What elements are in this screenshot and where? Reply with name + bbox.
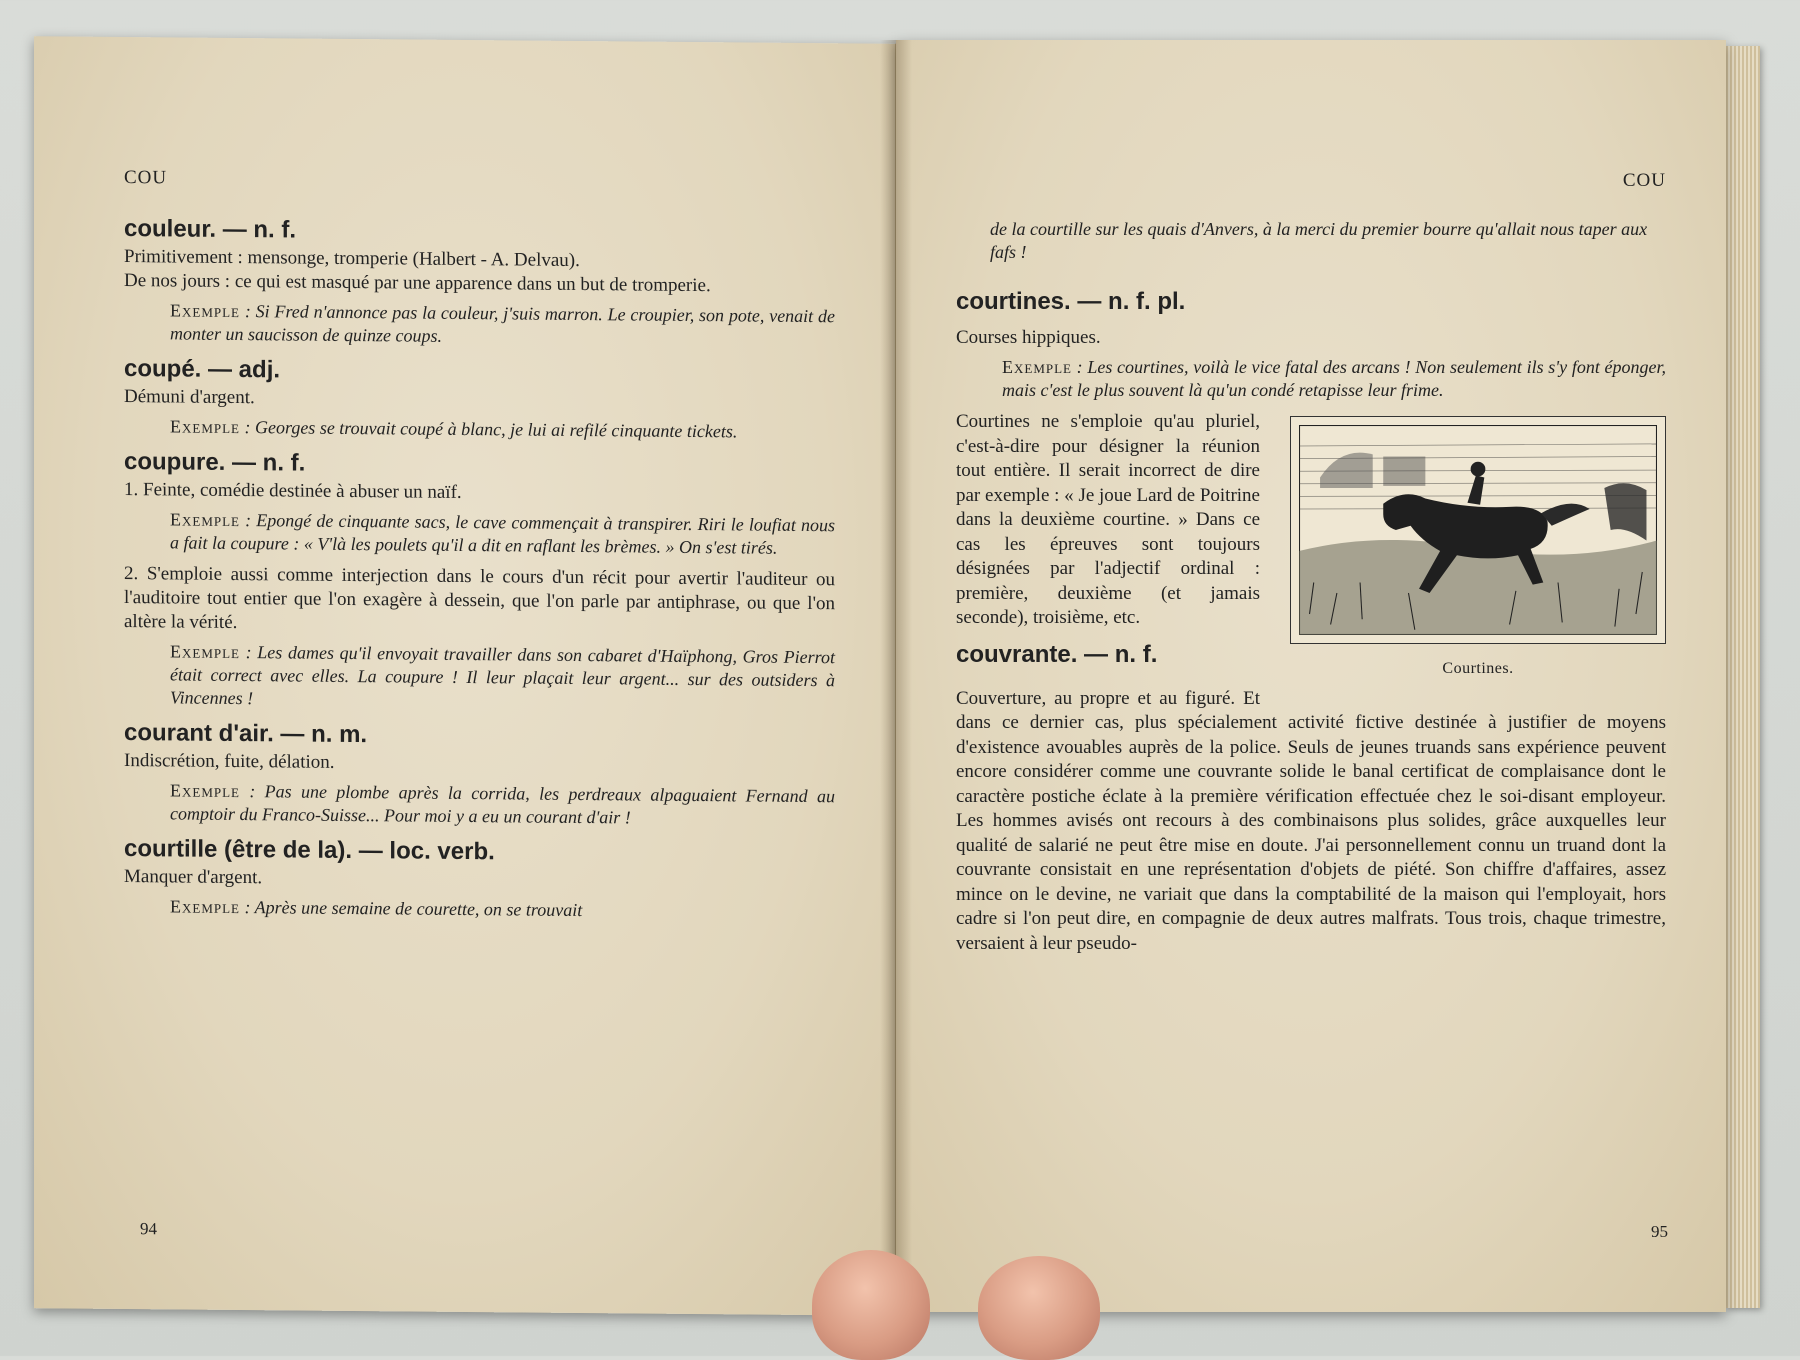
horse-race-illustration (1290, 416, 1666, 678)
illustration-frame (1290, 416, 1666, 644)
right-page (896, 40, 1726, 1312)
example-text: : Les dames qu'il envoyait travailler dans son cabaret d'Haïphong, Gros Pierrot était correct avec elles. La coupure ! Il leur plaçait leur argent... sur des outsiders à Vincennes ! (170, 642, 835, 709)
headword: coupé. — adj. (124, 355, 281, 384)
entry-couleur (124, 215, 835, 351)
definition: Manquer d'argent. (124, 866, 263, 889)
headword: coupure. — n. f. (124, 448, 306, 477)
definition: 2. S'emploie aussi comme interjection dans le cours d'un récit pour avertir l'auditeur ou l'auditoire tout entier que l'on exagère à dessein, que l'on parle par antiphrase, ou que l'on altère la vérité. (124, 563, 835, 634)
example-text: : Si Fred n'annonce pas la couleur, j'suis marron. Le croupier, son pote, venait de monter un saucisson de quinze coups. (170, 301, 835, 346)
page-number-right: 95 (1651, 1222, 1668, 1241)
example (170, 415, 835, 444)
definition: Indiscrétion, fuite, délation. (124, 750, 335, 773)
horse-rider-engraving (1299, 425, 1657, 635)
running-head-right: COU (1622, 170, 1666, 191)
headword: courtines. — n. f. pl. (956, 288, 1186, 315)
entry-courant-dair (124, 719, 835, 831)
example-text: : Georges se trouvait coupé à blanc, je lui ai refilé cinquante tickets. (240, 417, 738, 442)
definition: Primitivement : mensonge, tromperie (Halbert - A. Delvau). (124, 246, 580, 272)
headword: couvrante. — n. f. (956, 640, 1158, 668)
continued-example: de la courtille sur les quais d'Anvers, à la merci du premier bourre qu'allait nous taper aux fafs ! (990, 219, 1648, 262)
example (170, 895, 835, 924)
example-label: Exemple (170, 300, 240, 322)
headword: couleur. — n. f. (124, 215, 297, 244)
definition: De nos jours : ce qui est masqué par une apparence dans un but de tromperie. (124, 270, 711, 297)
example (170, 779, 835, 831)
definition: Démuni d'argent. (124, 386, 255, 409)
usage-note: Courtines ne s'emploie qu'au pluriel, c'est-à-dire pour désigner la réunion tout entière. Il serait incorrect de dire par exemple : « Je joue Lard de Poitrine dans la deuxième courtine. » Dans ce cas les épreuves sont toujours désignées par l'adjectif ordinal : première, deuxième (et jamais seconde), troisième, etc. (956, 411, 1260, 628)
example-text: : Après une semaine de courette, on se trouvait (240, 897, 583, 921)
open-book (34, 40, 1760, 1330)
example (1002, 356, 1666, 402)
example-label: Exemple (170, 780, 240, 802)
entry-coupe (124, 355, 835, 444)
example-label: Exemple (170, 896, 240, 918)
example (170, 508, 835, 560)
page-number-left: 94 (140, 1219, 157, 1239)
example-label: Exemple (170, 641, 240, 663)
example-label: Exemple (1002, 357, 1072, 377)
headword: courtille (être de la). — loc. verb. (124, 835, 495, 866)
example (170, 299, 835, 351)
book-gutter (880, 40, 912, 1312)
example-text: : Les courtines, voilà le vice fatal des arcans ! Non seulement ils s'y font éponger, mais c'est le plus souvent là qu'un condé retapisse leur frime. (1002, 357, 1666, 400)
left-page (34, 36, 896, 1316)
example (170, 640, 835, 715)
left-thumb (812, 1250, 930, 1360)
entry-courtille (124, 835, 835, 924)
entry-couvrante (956, 641, 1666, 957)
definition: 1. Feinte, comédie destinée à abuser un naïf. (124, 479, 462, 503)
entry-coupure (124, 448, 835, 715)
example-label: Exemple (170, 509, 240, 531)
right-thumb (978, 1256, 1100, 1360)
example-text: : Pas une plombe après la corrida, les perdreaux alpaguaient Fernand au comptoir du Franco-Suisse... Pour moi y a eu un courant d'air ! (170, 781, 835, 828)
definition: Courses hippiques. (956, 327, 1101, 348)
example-label: Exemple (170, 416, 240, 438)
page-edges (1726, 46, 1760, 1308)
figure-caption: Courtines. (1442, 660, 1514, 677)
running-head-left: COU (124, 167, 168, 189)
definition-paragraph: Couverture, au propre et au figuré. Et dans ce dernier cas, plus spécialement activité fictive destinée à justifier de moyens d'existence avouables auprès de la police. Seuls de jeunes truands sans expérience peuvent encore considérer comme une couvrante solide le banal certificat de complaisance dont le caractère postiche éclate à la première vérification effectuée chez le soi-disant employeur. Les hommes avisés ont recours à des combinaisons plus solides, grâce auxquelles leur qualité de salarié ne peut être mise en doute. J'ai personnellement connu un truand dont la couvrante consistait en une représentation d'objets de piété. Son chiffre d'affaires, assez mince on le devine, ne variait que dans la comptabilité de la maison qui l'employait, hors cadre si l'on peut dire, en compagnie de deux autres malfrats. Tous trois, chaque trimestre, versaient à leur pseudo- (956, 687, 1666, 954)
headword: courant d'air. — n. m. (124, 719, 368, 749)
example-text: : Epongé de cinquante sacs, le cave commençait à transpirer. Riri le loufiat nous a fait la coupure : « V'là les poulets qu'il a dit en raflant les brèmes. » On s'est tirés. (170, 510, 835, 558)
